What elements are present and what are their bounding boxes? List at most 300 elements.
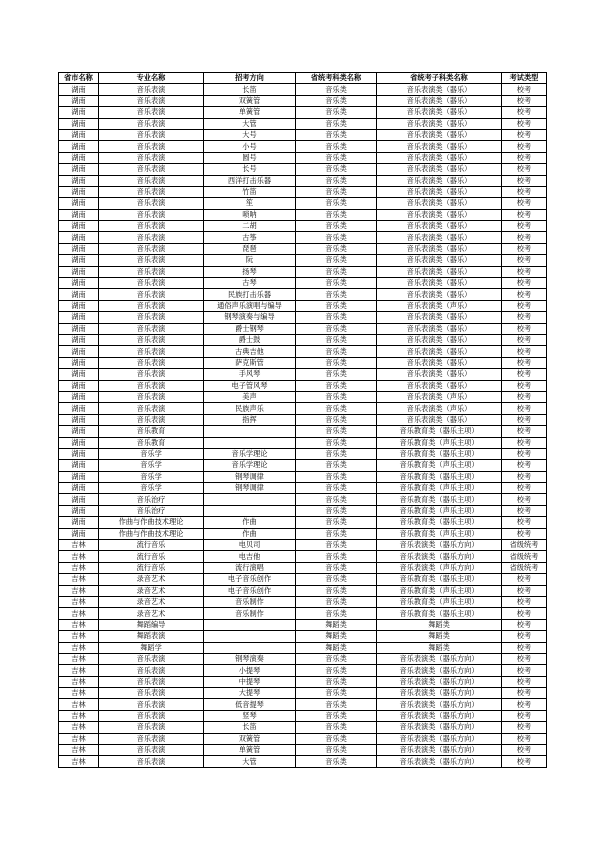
cell-direction: 古琴 [204, 278, 296, 289]
cell-exam-category: 舞蹈类 [296, 631, 377, 642]
table-row [59, 141, 547, 152]
cell-province: 吉林 [59, 551, 99, 562]
cell-province: 湖南 [59, 243, 99, 254]
table-row [59, 460, 547, 471]
table-row [59, 334, 547, 345]
cell-exam-category: 音乐类 [296, 266, 377, 277]
cell-exam-category: 音乐类 [296, 448, 377, 459]
table-row [59, 323, 547, 334]
cell-exam-subcategory: 音乐表演类（器乐） [377, 243, 502, 254]
cell-exam-category: 音乐类 [296, 505, 377, 516]
cell-direction: 大管 [204, 756, 296, 767]
cell-exam-subcategory: 音乐表演类（器乐） [377, 334, 502, 345]
cell-province: 湖南 [59, 300, 99, 311]
table-row [59, 84, 547, 95]
cell-direction [204, 631, 296, 642]
cell-exam-category: 音乐类 [296, 129, 377, 140]
cell-exam-type: 校考 [502, 414, 547, 425]
cell-major: 音乐表演 [99, 334, 204, 345]
cell-exam-subcategory: 音乐表演类（器乐方向） [377, 653, 502, 664]
table-row [59, 129, 547, 140]
cell-exam-category: 音乐类 [296, 391, 377, 402]
cell-exam-type: 省级统考 [502, 562, 547, 573]
cell-exam-category: 音乐类 [296, 357, 377, 368]
cell-exam-category: 音乐类 [296, 346, 377, 357]
cell-exam-subcategory: 音乐表演类（器乐方向） [377, 665, 502, 676]
cell-exam-subcategory: 音乐教育类（器乐主项） [377, 517, 502, 528]
table-row [59, 278, 547, 289]
header-direction: 招考方向 [204, 73, 296, 84]
table-row [59, 369, 547, 380]
cell-exam-subcategory: 音乐表演类（器乐方向） [377, 756, 502, 767]
cell-exam-type: 校考 [502, 243, 547, 254]
cell-major: 音乐表演 [99, 129, 204, 140]
cell-exam-subcategory: 音乐表演类（器乐） [377, 323, 502, 334]
table-row [59, 198, 547, 209]
admissions-table [58, 72, 547, 768]
cell-exam-type: 校考 [502, 95, 547, 106]
cell-exam-subcategory: 音乐表演类（器乐方向） [377, 745, 502, 756]
cell-province: 吉林 [59, 665, 99, 676]
cell-major: 录音艺术 [99, 574, 204, 585]
cell-exam-category: 音乐类 [296, 494, 377, 505]
cell-province: 湖南 [59, 471, 99, 482]
cell-exam-type: 校考 [502, 164, 547, 175]
cell-province: 湖南 [59, 505, 99, 516]
cell-major: 音乐表演 [99, 653, 204, 664]
cell-exam-type: 校考 [502, 653, 547, 664]
cell-major: 音乐表演 [99, 710, 204, 721]
cell-exam-type: 校考 [502, 266, 547, 277]
cell-exam-category: 音乐类 [296, 665, 377, 676]
cell-province: 吉林 [59, 574, 99, 585]
cell-major: 音乐表演 [99, 357, 204, 368]
table-row [59, 471, 547, 482]
cell-province: 湖南 [59, 221, 99, 232]
cell-major: 音乐表演 [99, 243, 204, 254]
cell-exam-category: 音乐类 [296, 118, 377, 129]
cell-major: 音乐表演 [99, 676, 204, 687]
cell-exam-type: 校考 [502, 141, 547, 152]
cell-province: 吉林 [59, 631, 99, 642]
cell-province: 湖南 [59, 232, 99, 243]
cell-exam-category: 音乐类 [296, 243, 377, 254]
table-row [59, 528, 547, 539]
cell-direction: 唢呐 [204, 209, 296, 220]
cell-major: 作曲与作曲技术理论 [99, 517, 204, 528]
cell-exam-type: 校考 [502, 733, 547, 744]
cell-major: 音乐表演 [99, 688, 204, 699]
header-province: 省市名称 [59, 73, 99, 84]
cell-exam-subcategory: 音乐表演类（器乐方向） [377, 676, 502, 687]
cell-direction: 圆号 [204, 152, 296, 163]
cell-exam-category: 音乐类 [296, 471, 377, 482]
cell-province: 吉林 [59, 745, 99, 756]
cell-exam-subcategory: 音乐表演类（器乐） [377, 232, 502, 243]
cell-exam-type: 校考 [502, 391, 547, 402]
cell-exam-category: 音乐类 [296, 437, 377, 448]
cell-province: 湖南 [59, 129, 99, 140]
cell-exam-subcategory: 音乐表演类（器乐） [377, 369, 502, 380]
table-row [59, 585, 547, 596]
cell-exam-subcategory: 音乐表演类（器乐） [377, 380, 502, 391]
cell-province: 湖南 [59, 403, 99, 414]
cell-exam-type: 校考 [502, 175, 547, 186]
cell-province: 湖南 [59, 494, 99, 505]
cell-direction: 音乐学理论 [204, 448, 296, 459]
cell-major: 音乐表演 [99, 733, 204, 744]
cell-province: 湖南 [59, 346, 99, 357]
cell-exam-type: 校考 [502, 357, 547, 368]
cell-exam-category: 音乐类 [296, 289, 377, 300]
cell-exam-type: 省级统考 [502, 540, 547, 551]
cell-exam-type: 校考 [502, 631, 547, 642]
cell-province: 吉林 [59, 608, 99, 619]
cell-exam-type: 校考 [502, 745, 547, 756]
cell-direction: 电子管风琴 [204, 380, 296, 391]
table-row [59, 562, 547, 573]
table-row [59, 426, 547, 437]
cell-direction: 手风琴 [204, 369, 296, 380]
cell-province: 湖南 [59, 198, 99, 209]
cell-province: 湖南 [59, 357, 99, 368]
cell-major: 音乐表演 [99, 312, 204, 323]
table-row [59, 665, 547, 676]
cell-exam-type: 校考 [502, 722, 547, 733]
cell-province: 湖南 [59, 175, 99, 186]
cell-province: 湖南 [59, 289, 99, 300]
table-row [59, 517, 547, 528]
cell-direction [204, 426, 296, 437]
table-row [59, 653, 547, 664]
table-row [59, 186, 547, 197]
cell-province: 湖南 [59, 483, 99, 494]
cell-province: 湖南 [59, 141, 99, 152]
table-row [59, 107, 547, 118]
cell-province: 吉林 [59, 688, 99, 699]
cell-exam-subcategory: 音乐表演类（声乐方向） [377, 562, 502, 573]
cell-exam-subcategory: 音乐表演类（器乐） [377, 209, 502, 220]
table-row [59, 540, 547, 551]
cell-major: 音乐表演 [99, 141, 204, 152]
cell-province: 湖南 [59, 528, 99, 539]
cell-major: 录音艺术 [99, 585, 204, 596]
cell-province: 湖南 [59, 152, 99, 163]
cell-direction: 阮 [204, 255, 296, 266]
cell-direction [204, 505, 296, 516]
table-row [59, 414, 547, 425]
table-row [59, 357, 547, 368]
cell-direction: 指挥 [204, 414, 296, 425]
cell-major: 音乐表演 [99, 152, 204, 163]
cell-direction: 流行演唱 [204, 562, 296, 573]
cell-exam-type: 省级统考 [502, 551, 547, 562]
cell-exam-subcategory: 音乐教育类（声乐主项） [377, 528, 502, 539]
table-row [59, 403, 547, 414]
cell-exam-category: 音乐类 [296, 426, 377, 437]
cell-exam-subcategory: 舞蹈类 [377, 631, 502, 642]
table-body [59, 84, 547, 767]
cell-exam-type: 校考 [502, 221, 547, 232]
cell-exam-category: 音乐类 [296, 369, 377, 380]
cell-direction: 民族声乐 [204, 403, 296, 414]
cell-exam-category: 音乐类 [296, 756, 377, 767]
cell-exam-subcategory: 音乐教育类（声乐主项） [377, 505, 502, 516]
cell-exam-subcategory: 音乐教育类（器乐主项） [377, 426, 502, 437]
cell-province: 湖南 [59, 460, 99, 471]
cell-exam-category: 音乐类 [296, 380, 377, 391]
cell-exam-subcategory: 音乐表演类（器乐） [377, 357, 502, 368]
cell-province: 湖南 [59, 278, 99, 289]
cell-direction: 电吉他 [204, 551, 296, 562]
cell-province: 湖南 [59, 118, 99, 129]
cell-major: 音乐表演 [99, 266, 204, 277]
cell-major: 舞蹈学 [99, 642, 204, 653]
cell-direction: 电子音乐创作 [204, 574, 296, 585]
cell-exam-category: 音乐类 [296, 198, 377, 209]
cell-province: 吉林 [59, 722, 99, 733]
cell-major: 音乐表演 [99, 278, 204, 289]
cell-exam-subcategory: 音乐表演类（声乐） [377, 300, 502, 311]
cell-exam-type: 校考 [502, 209, 547, 220]
table-row [59, 95, 547, 106]
cell-direction: 萨克斯管 [204, 357, 296, 368]
cell-exam-category: 音乐类 [296, 722, 377, 733]
cell-direction: 长笛 [204, 84, 296, 95]
cell-major: 音乐表演 [99, 756, 204, 767]
cell-exam-subcategory: 音乐教育类（器乐主项） [377, 574, 502, 585]
cell-major: 音乐表演 [99, 323, 204, 334]
cell-exam-subcategory: 音乐表演类（器乐） [377, 129, 502, 140]
cell-province: 湖南 [59, 426, 99, 437]
table-row [59, 255, 547, 266]
cell-exam-category: 舞蹈类 [296, 619, 377, 630]
cell-exam-type: 校考 [502, 84, 547, 95]
cell-province: 吉林 [59, 642, 99, 653]
cell-exam-category: 音乐类 [296, 676, 377, 687]
cell-exam-type: 校考 [502, 574, 547, 585]
cell-exam-category: 音乐类 [296, 312, 377, 323]
cell-major: 流行音乐 [99, 540, 204, 551]
cell-exam-category: 音乐类 [296, 483, 377, 494]
cell-exam-type: 校考 [502, 198, 547, 209]
cell-province: 湖南 [59, 255, 99, 266]
cell-exam-type: 校考 [502, 688, 547, 699]
cell-exam-type: 校考 [502, 278, 547, 289]
cell-major: 音乐表演 [99, 665, 204, 676]
table-row [59, 209, 547, 220]
table-row [59, 300, 547, 311]
cell-province: 吉林 [59, 653, 99, 664]
cell-exam-type: 校考 [502, 528, 547, 539]
cell-major: 音乐学 [99, 448, 204, 459]
cell-major: 音乐学 [99, 483, 204, 494]
cell-province: 吉林 [59, 710, 99, 721]
cell-exam-category: 音乐类 [296, 95, 377, 106]
header-exam-subcategory: 省统考子科类名称 [377, 73, 502, 84]
cell-exam-type: 校考 [502, 255, 547, 266]
cell-exam-subcategory: 音乐表演类（器乐） [377, 312, 502, 323]
cell-exam-category: 音乐类 [296, 209, 377, 220]
cell-direction: 音乐学理论 [204, 460, 296, 471]
cell-exam-type: 校考 [502, 517, 547, 528]
cell-direction: 钢琴调律 [204, 483, 296, 494]
cell-exam-subcategory: 音乐表演类（器乐方向） [377, 733, 502, 744]
cell-major: 音乐学 [99, 460, 204, 471]
table-row [59, 118, 547, 129]
cell-exam-type: 校考 [502, 334, 547, 345]
cell-direction: 长笛 [204, 722, 296, 733]
cell-major: 音乐表演 [99, 164, 204, 175]
cell-province: 湖南 [59, 312, 99, 323]
cell-exam-subcategory: 音乐表演类（器乐） [377, 107, 502, 118]
cell-direction [204, 437, 296, 448]
cell-major: 录音艺术 [99, 596, 204, 607]
cell-exam-subcategory: 音乐表演类（器乐） [377, 255, 502, 266]
cell-exam-subcategory: 音乐教育类（器乐主项） [377, 471, 502, 482]
table-row [59, 232, 547, 243]
cell-direction: 琵琶 [204, 243, 296, 254]
cell-exam-type: 校考 [502, 289, 547, 300]
cell-province: 湖南 [59, 186, 99, 197]
cell-exam-category: 音乐类 [296, 528, 377, 539]
cell-direction: 美声 [204, 391, 296, 402]
cell-exam-subcategory: 音乐表演类（器乐） [377, 289, 502, 300]
cell-exam-subcategory: 音乐表演类（器乐） [377, 266, 502, 277]
table-row [59, 608, 547, 619]
cell-exam-subcategory: 舞蹈类 [377, 642, 502, 653]
cell-exam-subcategory: 音乐表演类（器乐） [377, 118, 502, 129]
table-row [59, 733, 547, 744]
cell-province: 吉林 [59, 676, 99, 687]
cell-major: 音乐表演 [99, 198, 204, 209]
cell-direction: 电贝司 [204, 540, 296, 551]
cell-direction [204, 642, 296, 653]
cell-exam-subcategory: 音乐表演类（声乐） [377, 391, 502, 402]
cell-exam-category: 音乐类 [296, 574, 377, 585]
table-row [59, 642, 547, 653]
cell-exam-category: 音乐类 [296, 710, 377, 721]
cell-major: 音乐表演 [99, 346, 204, 357]
cell-exam-type: 校考 [502, 426, 547, 437]
cell-exam-subcategory: 音乐表演类（器乐） [377, 175, 502, 186]
cell-exam-subcategory: 音乐教育类（声乐主项） [377, 585, 502, 596]
cell-province: 湖南 [59, 266, 99, 277]
cell-major: 音乐表演 [99, 186, 204, 197]
cell-exam-category: 音乐类 [296, 164, 377, 175]
cell-exam-subcategory: 音乐表演类（器乐方向） [377, 722, 502, 733]
cell-exam-subcategory: 音乐教育类（声乐主项） [377, 460, 502, 471]
cell-province: 湖南 [59, 209, 99, 220]
cell-exam-type: 校考 [502, 585, 547, 596]
table-row [59, 221, 547, 232]
cell-major: 音乐表演 [99, 369, 204, 380]
cell-exam-type: 校考 [502, 186, 547, 197]
cell-direction: 单簧管 [204, 107, 296, 118]
cell-exam-subcategory: 音乐表演类（声乐） [377, 403, 502, 414]
cell-exam-type: 校考 [502, 596, 547, 607]
cell-province: 吉林 [59, 585, 99, 596]
cell-major: 音乐表演 [99, 118, 204, 129]
cell-major: 音乐表演 [99, 745, 204, 756]
cell-exam-type: 校考 [502, 460, 547, 471]
cell-exam-type: 校考 [502, 494, 547, 505]
cell-exam-type: 校考 [502, 437, 547, 448]
cell-major: 音乐表演 [99, 289, 204, 300]
cell-province: 湖南 [59, 517, 99, 528]
table-row [59, 756, 547, 767]
cell-exam-type: 校考 [502, 129, 547, 140]
cell-major: 音乐教育 [99, 426, 204, 437]
cell-province: 湖南 [59, 448, 99, 459]
cell-major: 音乐表演 [99, 300, 204, 311]
cell-major: 音乐表演 [99, 107, 204, 118]
table-row [59, 483, 547, 494]
cell-major: 音乐表演 [99, 699, 204, 710]
table-row [59, 448, 547, 459]
table-row [59, 676, 547, 687]
cell-exam-category: 音乐类 [296, 152, 377, 163]
cell-exam-type: 校考 [502, 380, 547, 391]
cell-major: 音乐教育 [99, 437, 204, 448]
cell-direction: 单簧管 [204, 745, 296, 756]
cell-province: 湖南 [59, 380, 99, 391]
cell-exam-type: 校考 [502, 756, 547, 767]
cell-exam-type: 校考 [502, 699, 547, 710]
cell-exam-category: 音乐类 [296, 323, 377, 334]
cell-exam-category: 音乐类 [296, 414, 377, 425]
cell-exam-category: 音乐类 [296, 186, 377, 197]
cell-direction: 古典吉他 [204, 346, 296, 357]
cell-direction: 竹笛 [204, 186, 296, 197]
cell-exam-category: 音乐类 [296, 278, 377, 289]
cell-major: 音乐表演 [99, 95, 204, 106]
cell-direction [204, 619, 296, 630]
table-row [59, 551, 547, 562]
cell-exam-type: 校考 [502, 312, 547, 323]
cell-exam-category: 音乐类 [296, 300, 377, 311]
cell-major: 音乐治疗 [99, 494, 204, 505]
cell-exam-category: 音乐类 [296, 540, 377, 551]
cell-province: 湖南 [59, 107, 99, 118]
cell-exam-type: 校考 [502, 118, 547, 129]
cell-exam-category: 音乐类 [296, 221, 377, 232]
cell-exam-category: 音乐类 [296, 141, 377, 152]
header-exam-type: 考试类型 [502, 73, 547, 84]
header-major: 专业名称 [99, 73, 204, 84]
cell-direction: 二胡 [204, 221, 296, 232]
cell-exam-type: 校考 [502, 152, 547, 163]
table-row [59, 631, 547, 642]
table-row [59, 312, 547, 323]
cell-exam-subcategory: 音乐表演类（器乐） [377, 198, 502, 209]
cell-direction: 长号 [204, 164, 296, 175]
cell-exam-category: 音乐类 [296, 334, 377, 345]
cell-exam-type: 校考 [502, 710, 547, 721]
cell-exam-subcategory: 音乐表演类（器乐方向） [377, 699, 502, 710]
cell-province: 湖南 [59, 164, 99, 175]
table-row [59, 619, 547, 630]
cell-direction: 小提琴 [204, 665, 296, 676]
cell-major: 作曲与作曲技术理论 [99, 528, 204, 539]
cell-major: 音乐表演 [99, 175, 204, 186]
cell-exam-category: 音乐类 [296, 653, 377, 664]
cell-major: 音乐表演 [99, 722, 204, 733]
cell-exam-category: 音乐类 [296, 460, 377, 471]
cell-exam-type: 校考 [502, 232, 547, 243]
cell-exam-category: 音乐类 [296, 608, 377, 619]
table-header-row [59, 73, 547, 84]
